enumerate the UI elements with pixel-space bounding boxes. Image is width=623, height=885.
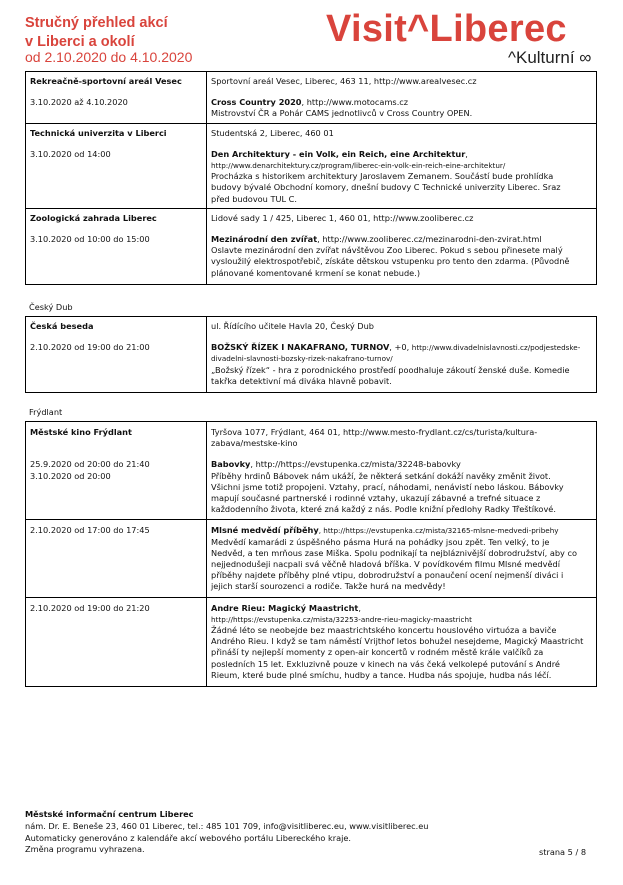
venue-address: Lidové sady 1 / 425, Liberec 1, 460 01, http://www.zooliberec.cz xyxy=(211,212,474,223)
event-title: Babovky xyxy=(211,459,251,470)
event-title: Mezinárodní den zvířat xyxy=(211,234,318,245)
event-description-1: Žádné léto se neobejde bez maastrichtského koncertu houslového virtuóza a baviče xyxy=(211,625,557,636)
event-description: Mistrovství ČR a Pohár CAMS jednotlivců v Cross Country OPEN. xyxy=(211,108,473,119)
event-title: Den Architektury - ein Volk, ein Reich, eine Architektur xyxy=(211,148,466,159)
venue-row xyxy=(26,422,597,454)
event-time-2: 3.10.2020 od 20:00 xyxy=(30,470,111,481)
event-description-2: Andrého Rieu. I když se tam náměstí Vrijthof letos bohužel nesejdeme, Magický Maastricht xyxy=(211,636,584,647)
event-link[interactable]: , http://www.motocams.cz xyxy=(301,97,409,108)
venue-name: Technická univerzita v Liberci xyxy=(30,127,167,138)
footer-address: nám. Dr. E. Beneše 23, 460 01 Liberec, tel.: 485 101 709, info@visitliberec.eu, www.visitliberec.eu xyxy=(25,820,429,831)
event-row xyxy=(26,336,597,392)
event-description-4: posledních 15 let. Exkluzivně pouze v kinech na vás čeká velkolepé putování s André xyxy=(211,658,560,669)
title-line-1: Stručný přehled akcí xyxy=(25,15,168,31)
page-number: strana 5 / 8 xyxy=(539,847,587,857)
event-link[interactable]: , http://www.zooliberec.cz/mezinarodni-den-zvirat.html xyxy=(317,234,542,245)
event-description-1: „Božský řízek“ - hra z porodnického prostředí poodhaluje zákoutí ženské duše. Komedie xyxy=(211,364,570,375)
events-table-frydlant xyxy=(25,421,597,687)
event-time-1: 25.9.2020 od 20:00 do 21:40 xyxy=(30,459,150,470)
event-title: Andre Rieu: Magický Maastricht xyxy=(211,602,359,613)
event-link[interactable]: , http://https://evstupenka.cz/mista/32248-babovky xyxy=(250,459,461,470)
title-line-2: v Liberci a okolí xyxy=(25,33,135,50)
event-description-3: nejjednodušeji nacpali svá věčně hladová bříška. V povídkovém filmu Mlsné medvědí xyxy=(211,559,560,570)
event-description-2: vysloužilý elektrospotřebič, získáte dětskou vstupenku pro tento den zdarma. (Původně xyxy=(211,256,570,267)
footer-note-1: Automaticky generováno z kalendáře akcí webového portálu Libereckého kraje. xyxy=(25,832,352,843)
logo-main-text: Visit^Liberec xyxy=(326,8,567,50)
venue-name: Česká beseda xyxy=(30,321,94,331)
event-description-5: Rieum, které bude plné smíchu, hudby a tance. Hudba nás spojuje, hudba nás léčí. xyxy=(211,669,552,680)
venue-name: Zoologická zahrada Liberec xyxy=(30,212,157,223)
venue-address-2: zabava/mestske-kino xyxy=(211,438,298,449)
event-url[interactable]: http://www.denarchitektury.cz/program/liberec-ein-volk-ein-reich-eine-architektur/ xyxy=(211,161,506,171)
event-description-3: mapují současné partnerské i rodinné vztahy, ukazují zábavné a trefné situace z xyxy=(211,493,541,504)
event-row xyxy=(26,91,597,123)
venue-row xyxy=(26,123,597,143)
event-description-5: jejich starší sourozenci a rodiče. Takže hurá na medvědy! xyxy=(211,581,446,592)
events-table-cesky-dub xyxy=(25,316,597,393)
venue-name: Městské kino Frýdlant xyxy=(30,427,132,437)
event-time: 2.10.2020 od 19:00 do 21:00 xyxy=(30,342,150,353)
event-row xyxy=(26,597,597,686)
event-url[interactable]: http://https://evstupenka.cz/mista/32253-andre-rieu-magicky-maastricht xyxy=(211,614,472,624)
event-title: BOŽSKÝ ŘÍZEK I NAKAFRANO, TURNOV xyxy=(211,342,390,353)
venue-name: Rekreačně-sportovní areál Vesec xyxy=(30,76,182,86)
event-time: 3.10.2020 až 4.10.2020 xyxy=(30,97,128,108)
event-url-1[interactable]: http://www.divadelnislavnosti.cz/podjestedske- xyxy=(411,343,581,353)
event-row xyxy=(26,520,597,597)
event-description-2: Nedvěd, a ten mrňous zase Miška. Spolu podnikají ta nejbláznivější dobrodružství, aby co xyxy=(211,547,578,558)
event-extra: , +0, xyxy=(389,342,410,353)
document-title xyxy=(25,14,168,51)
event-description-3: přináší ty nejlepší momenty z open-air koncertů v rodném městě krále valčíků za xyxy=(211,647,544,658)
event-description-1: Příběhy hrdinů Bábovek nám ukáží, že některá setkání dokáží navěky změnit život. xyxy=(211,470,551,481)
event-description-2: budovy bývalé Obchodní komory, dnešní budovy C Technické univerzity Liberec. Sraz xyxy=(211,182,561,193)
section-heading-frydlant: Frýdlant xyxy=(29,407,63,417)
event-row xyxy=(26,228,597,284)
event-description-2: Všichni jsme totiž propojeni. Vztahy, prací, náhodami, nenávistí nebo láskou. Bábovky xyxy=(211,481,564,492)
event-time: 2.10.2020 od 17:00 do 17:45 xyxy=(30,525,150,536)
date-range: od 2.10.2020 do 4.10.2020 xyxy=(25,49,193,65)
visit-liberec-logo xyxy=(326,8,596,70)
event-link: , xyxy=(465,148,468,159)
event-row xyxy=(26,143,597,209)
event-url-2[interactable]: divadelni-slavnosti-bozsky-rizek-nakafrano-turnov/ xyxy=(211,354,393,364)
footer-note-2: Změna programu vyhrazena. xyxy=(25,844,145,855)
footer xyxy=(25,809,428,856)
event-row xyxy=(26,453,597,520)
event-description-3: plánované komentované krmení se konat nebude.) xyxy=(211,267,421,278)
events-table-liberec xyxy=(25,71,597,285)
event-description-4: každodenního života, které zná každý z nás. Podle knižní předlohy Radky Třeštíkové. xyxy=(211,504,556,515)
venue-address: Studentská 2, Liberec, 460 01 xyxy=(211,127,334,138)
event-title: Mlsné medvědí příběhy xyxy=(211,525,319,536)
event-title: Cross Country 2020 xyxy=(211,97,302,108)
footer-org: Městské informační centrum Liberec xyxy=(25,809,194,819)
event-time: 3.10.2020 od 10:00 do 15:00 xyxy=(30,234,150,245)
event-description-4: příběhy najdete příběhy plné vtipu, dobrodružství a ponaučení ocení nejmenší diváci i xyxy=(211,570,564,581)
event-description-2: takřka detektivní má diváka hlavně pobavit. xyxy=(211,375,392,386)
logo-sub-text: ^Kulturní ∞ xyxy=(508,48,592,67)
event-description-3: před budovou TUL C. xyxy=(211,193,297,204)
venue-row xyxy=(26,72,597,92)
event-link[interactable]: , http://https://evstupenka.cz/mista/32165-mlsne-medvedi-pribehy xyxy=(318,526,559,536)
event-link: , xyxy=(358,602,361,613)
event-time: 2.10.2020 od 19:00 do 21:20 xyxy=(30,602,150,613)
section-heading-cesky-dub: Český Dub xyxy=(29,302,73,312)
venue-row xyxy=(26,317,597,337)
event-description-1: Oslavte mezinárodní den zvířat návštěvou Zoo Liberec. Pokud s sebou přinesete malý xyxy=(211,245,563,256)
event-description-1: Medvědí kamarádi z úspěšného pásma Hurá na pohádky jsou zpět. Ten velký, to je xyxy=(211,536,550,547)
venue-address: ul. Řídícího učitele Havla 20, Český Dub xyxy=(211,321,374,331)
event-description-1: Procházka s historikem architektury Jaroslavem Zemanem. Součástí bude prohlídka xyxy=(211,171,554,182)
venue-row xyxy=(26,208,597,228)
venue-address: Sportovní areál Vesec, Liberec, 463 11, http://www.arealvesec.cz xyxy=(211,76,477,86)
event-time: 3.10.2020 od 14:00 xyxy=(30,148,111,159)
venue-address-1: Tyršova 1077, Frýdlant, 464 01, http://www.mesto-frydlant.cz/cs/turista/kultura- xyxy=(211,427,538,437)
